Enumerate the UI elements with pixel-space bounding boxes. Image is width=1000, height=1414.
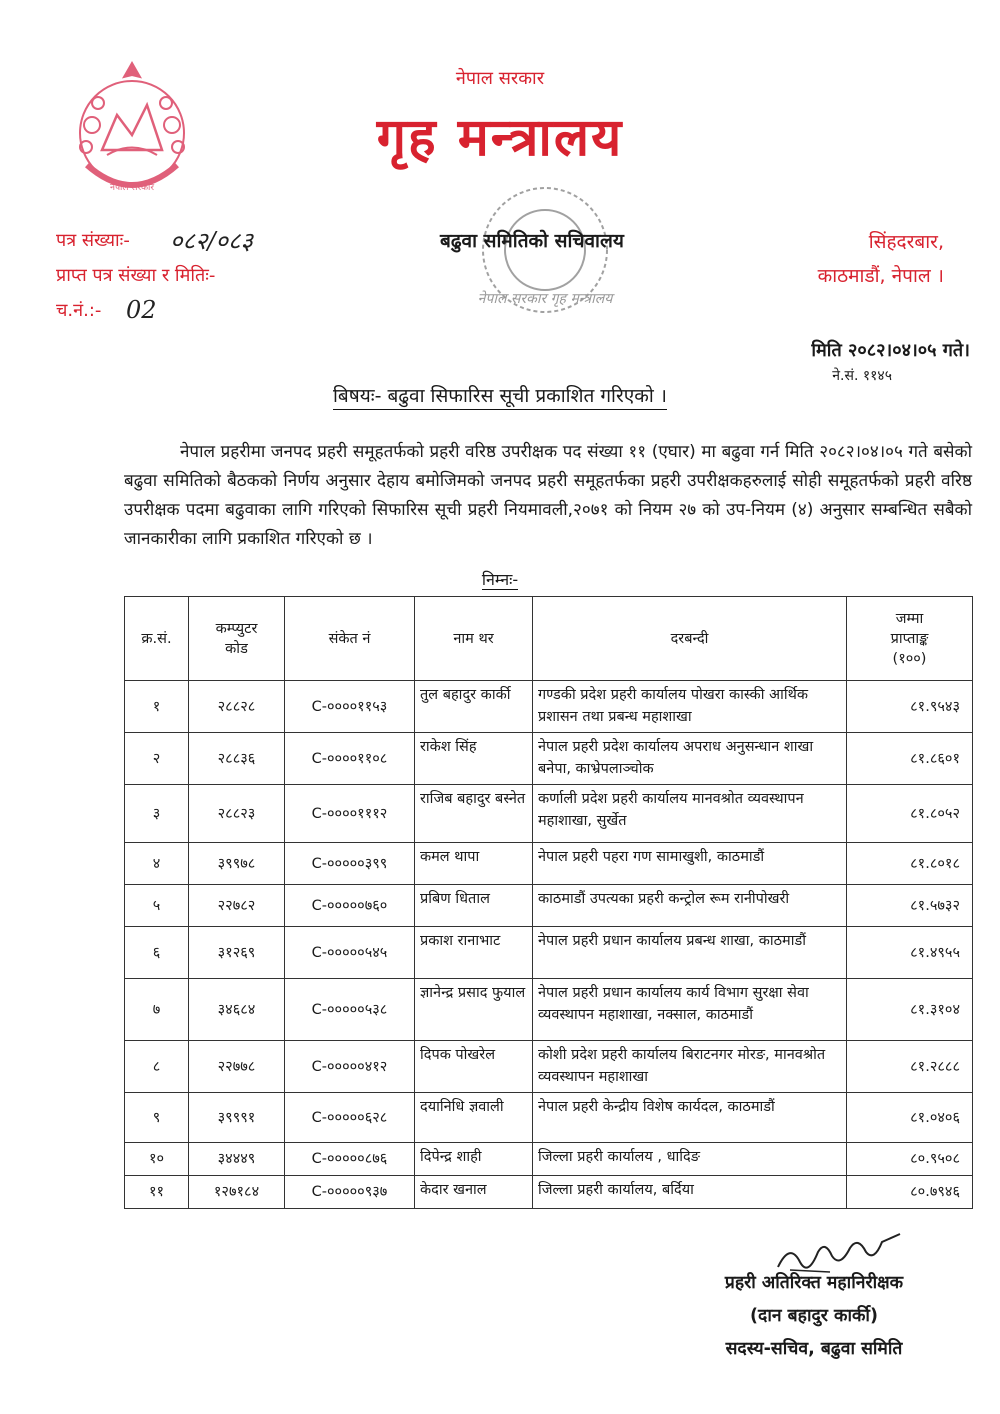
table-row [125, 885, 973, 927]
cell-computer-code: २२७७८ [189, 1041, 285, 1093]
header-post: दरबन्दी [533, 597, 847, 681]
cell-total-score: ८१.९५४३ [847, 681, 973, 733]
cell-symbol-number: C-०००००३९९ [285, 843, 415, 885]
table-row [125, 681, 973, 733]
government-title: नेपाल सरकार [455, 68, 545, 89]
cell-computer-code: २८८२८ [189, 681, 285, 733]
cell-post: कोशी प्रदेश प्रहरी कार्यालय बिराटनगर मोरङ, मानवश्रोत व्यवस्थापन महाशाखा [533, 1041, 847, 1093]
cell-post: नेपाल प्रहरी प्रदेश कार्यालय अपराध अनुसन्धान शाखा बनेपा, काभ्रेपलाञ्चोक [533, 733, 847, 785]
cell-total-score: ८१.४९५५ [847, 927, 973, 979]
cell-sn: २ [125, 733, 189, 785]
cell-computer-code: २२७८२ [189, 885, 285, 927]
cell-name: दिपक पोखरेल [415, 1041, 533, 1093]
cell-post: नेपाल प्रहरी प्रधान कार्यालय प्रबन्ध शाखा, काठमाडौं [533, 927, 847, 979]
header-computer-code: कम्प्युटर कोड [189, 597, 285, 681]
svg-text:नेपाल सरकार गृह मन्त्रालय: नेपाल सरकार गृह मन्त्रालय [477, 291, 613, 307]
secretariat-title: बढुवा समितिको सचिवालय [440, 230, 624, 252]
cell-symbol-number: C-०००००५४५ [285, 927, 415, 979]
cell-total-score: ८१.०४०६ [847, 1093, 973, 1143]
cell-name: प्रकाश रानाभाट [415, 927, 533, 979]
cell-name: ज्ञानेन्द्र प्रसाद फुयाल [415, 979, 533, 1041]
header-sn: क्र.सं. [125, 597, 189, 681]
address-line-2: काठमाडौं, नेपाल । [817, 265, 944, 287]
cell-name: दयानिधि ज्ञवाली [415, 1093, 533, 1143]
cell-total-score: ८१.३१०४ [847, 979, 973, 1041]
table-row [125, 979, 973, 1041]
letter-number-value: ०८२/०८३ [170, 227, 253, 255]
header-total-score: जम्मा प्राप्ताङ्क (१००) [847, 597, 973, 681]
nepal-sambat-date: ने.सं. ११४५ [832, 368, 892, 384]
cell-symbol-number: C-०००००४१२ [285, 1041, 415, 1093]
signatory-title: प्रहरी अतिरिक्त महानिरीक्षक [724, 1273, 904, 1293]
cell-total-score: ८१.२८८८ [847, 1041, 973, 1093]
cell-sn: ९ [125, 1093, 189, 1143]
cell-name: कमल थापा [415, 843, 533, 885]
cell-sn: ३ [125, 785, 189, 843]
cell-symbol-number: C-०००००९३७ [285, 1176, 415, 1209]
cell-computer-code: १२७१८४ [189, 1176, 285, 1209]
cell-sn: ५ [125, 885, 189, 927]
cell-name: तुल बहादुर कार्की [415, 681, 533, 733]
cell-sn: १० [125, 1143, 189, 1176]
cell-computer-code: २८८३६ [189, 733, 285, 785]
cell-post: नेपाल प्रहरी पहरा गण सामाखुशी, काठमाडौं [533, 843, 847, 885]
cell-post: जिल्ला प्रहरी कार्यालय, बर्दिया [533, 1176, 847, 1209]
cell-post: नेपाल प्रहरी केन्द्रीय विशेष कार्यदल, काठमाडौं [533, 1093, 847, 1143]
table-header-row [125, 597, 973, 681]
cell-sn: ४ [125, 843, 189, 885]
received-letter-label: प्राप्त पत्र संख्या र मितिः- [56, 265, 216, 286]
cell-name: प्रबिण धिताल [415, 885, 533, 927]
svg-text:नेपाल सरकार: नेपाल सरकार [109, 183, 155, 193]
ministry-title: गृह मन्त्रालय [376, 108, 624, 168]
cell-computer-code: ३४४४९ [189, 1143, 285, 1176]
cell-total-score: ८०.९५०८ [847, 1143, 973, 1176]
cell-computer-code: ३४६८४ [189, 979, 285, 1041]
table-row [125, 843, 973, 885]
cell-post: काठमाडौं उपत्यका प्रहरी कन्ट्रोल रूम रानीपोखरी [533, 885, 847, 927]
dispatch-number-value: 02 [126, 296, 157, 324]
table-row [125, 1176, 973, 1209]
header-symbol-number: संकेत नं [285, 597, 415, 681]
list-heading [0, 568, 1000, 590]
subject-text: बिषयः- बढुवा सिफारिस सूची प्रकाशित गरिएको । [333, 385, 667, 410]
letter-number-label: पत्र संख्याः- [56, 230, 130, 251]
cell-name: राकेश सिंह [415, 733, 533, 785]
cell-post: जिल्ला प्रहरी कार्यालय , धादिङ [533, 1143, 847, 1176]
cell-total-score: ८१.८०५२ [847, 785, 973, 843]
cell-symbol-number: C-००००११०८ [285, 733, 415, 785]
table-row [125, 733, 973, 785]
table-row [125, 1041, 973, 1093]
cell-computer-code: २८८२३ [189, 785, 285, 843]
list-heading-text: निम्नः- [481, 570, 519, 589]
cell-post: गण्डकी प्रदेश प्रहरी कार्यालय पोखरा कास्की आर्थिक प्रशासन तथा प्रबन्ध महाशाखा [533, 681, 847, 733]
letter-date: मिति २०८२।०४।०५ गते। [811, 340, 970, 361]
cell-symbol-number: C-००००११५३ [285, 681, 415, 733]
cell-sn: १ [125, 681, 189, 733]
cell-symbol-number: C-०००००८७६ [285, 1143, 415, 1176]
table-row [125, 1143, 973, 1176]
cell-post: कर्णाली प्रदेश प्रहरी कार्यालय मानवश्रोत व्यवस्थापन महाशाखा, सुर्खेत [533, 785, 847, 843]
cell-name: केदार खनाल [415, 1176, 533, 1209]
cell-total-score: ८१.५७३२ [847, 885, 973, 927]
signatory-name: (दान बहादुर कार्की) [750, 1306, 878, 1326]
subject-line [0, 382, 1000, 408]
cell-name: दिपेन्द्र शाही [415, 1143, 533, 1176]
cell-symbol-number: C-०००००५३८ [285, 979, 415, 1041]
cell-name: राजिब बहादुर बस्नेत [415, 785, 533, 843]
cell-sn: ८ [125, 1041, 189, 1093]
table-row [125, 927, 973, 979]
signatory-role: सदस्य-सचिव, बढुवा समिति [725, 1339, 903, 1359]
cell-symbol-number: C-०००००७६० [285, 885, 415, 927]
cell-sn: ११ [125, 1176, 189, 1209]
cell-computer-code: ३९९७८ [189, 843, 285, 885]
dispatch-number-label: च.नं.:- [56, 300, 102, 321]
cell-computer-code: ३१२६९ [189, 927, 285, 979]
promotion-list-table [124, 596, 973, 1209]
cell-symbol-number: C-००००१११२ [285, 785, 415, 843]
cell-sn: ६ [125, 927, 189, 979]
cell-symbol-number: C-०००००६२८ [285, 1093, 415, 1143]
body-paragraph: नेपाल प्रहरीमा जनपद प्रहरी समूहतर्फको प्रहरी वरिष्ठ उपरीक्षक पद संख्या ११ (एघार) मा बढुवा गर्न मिति २०८२।०४।०५ गते बसेको बढुवा समितिको बैठकको निर्णय अनुसार देहाय बमोजिमको जनपद प्रहरी समूहतर्फका प्रहरी उपरीक्षकहरुलाई सोही समूहतर्फको प्रहरी वरिष्ठ उपरीक्षक पदमा बढुवाका लागि गरिएको सिफारिस सूची प्रहरी नियमावली,२०७१ को नियम २७ को उप-नियम (४) अनुसार सम्बन्धित सबैको जानकारीका लागि प्रकाशित गरिएको छ । [124, 442, 972, 549]
cell-total-score: ८१.८६०१ [847, 733, 973, 785]
cell-computer-code: ३९९९१ [189, 1093, 285, 1143]
table-row [125, 785, 973, 843]
cell-total-score: ८०.७९४६ [847, 1176, 973, 1209]
cell-total-score: ८१.८०१८ [847, 843, 973, 885]
header-name: नाम थर [415, 597, 533, 681]
cell-sn: ७ [125, 979, 189, 1041]
address-line-1: सिंहदरबार, [868, 231, 944, 253]
table-row [125, 1093, 973, 1143]
cell-post: नेपाल प्रहरी प्रधान कार्यालय कार्य विभाग सुरक्षा सेवा व्यवस्थापन महाशाखा, नक्साल, काठमाडौं [533, 979, 847, 1041]
